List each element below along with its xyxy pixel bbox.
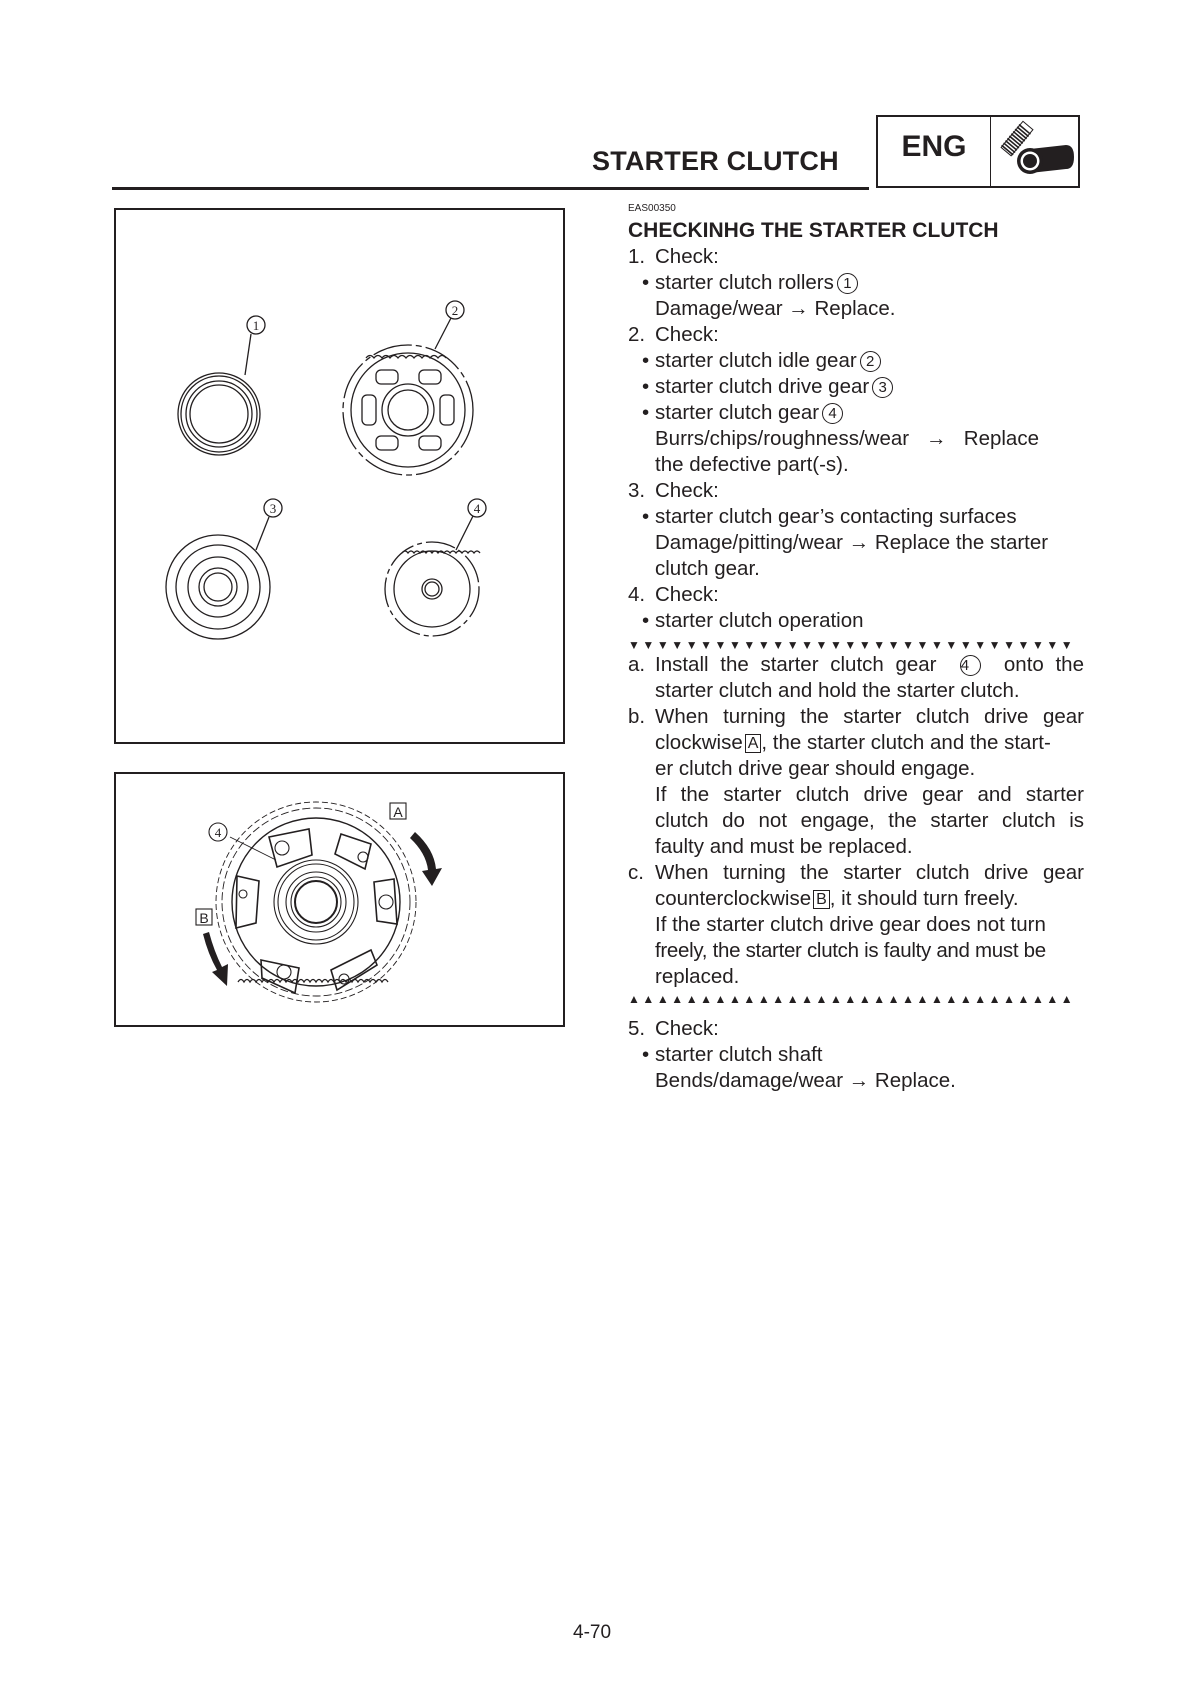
substep-text: freely, the starter clutch is faulty and must be	[655, 939, 1046, 962]
step-number: 1.	[628, 245, 646, 268]
step-note: the defective part(-s).	[655, 453, 849, 476]
bullet-item	[628, 374, 1084, 400]
substep-line	[628, 886, 1084, 912]
procedure-heading: CHECKINHG THE STARTER CLUTCH	[628, 219, 999, 242]
bullet-icon: •	[642, 1043, 650, 1066]
substep-text: clockwise	[655, 731, 743, 754]
bullet-text: starter clutch drive gear	[655, 375, 870, 398]
substep-text: starter clutch and hold the starter clutch.	[655, 679, 1020, 702]
substep-text: , it should turn freely.	[829, 887, 1019, 910]
bullet-item	[628, 1042, 1084, 1068]
step-text: Check:	[655, 479, 719, 502]
callout-1: 1	[252, 318, 260, 333]
callout-2: 2	[451, 303, 459, 318]
clockwise-arrow-icon	[410, 832, 442, 886]
substep-text: clutch do not engage, the starter clutch is	[655, 809, 1084, 832]
step-note: Bends/damage/wear → Replace.	[655, 1069, 956, 1092]
step-number: 5.	[628, 1017, 646, 1040]
substep-text: If the starter clutch drive gear and starter	[655, 783, 1084, 806]
substep-text: onto the	[1003, 653, 1084, 676]
substep-text: , the starter clutch and the start-	[761, 731, 1051, 754]
bullet-text: starter clutch operation	[655, 609, 864, 632]
callout-3: 3	[269, 501, 277, 516]
bullet-item	[628, 348, 1084, 374]
bullet-item	[628, 400, 1084, 426]
substep-line	[628, 782, 1084, 808]
step-3	[628, 478, 1084, 504]
step-note: Damage/pitting/wear → Replace the starter	[655, 531, 1049, 554]
substep-text: Install the starter clutch gear	[655, 653, 937, 676]
starter-clutch-gear-drawing	[385, 516, 480, 636]
fig2-label-a: A	[393, 804, 403, 820]
bullet-icon: •	[642, 375, 650, 398]
step-text: Check:	[655, 323, 719, 346]
substep-text: If the starter clutch drive gear does not turn	[655, 913, 1046, 936]
clutch-operation-illustration	[116, 774, 562, 1024]
section-code: EAS00350	[628, 203, 676, 214]
section-badge	[876, 115, 1080, 188]
substep-line	[628, 808, 1084, 834]
substep-a	[628, 652, 1084, 678]
bullet-item	[628, 608, 1084, 634]
step-note: Damage/wear → Replace.	[655, 297, 896, 320]
ref-callout: 2	[860, 351, 881, 372]
substep-text: counterclockwise	[655, 887, 812, 910]
procedure-end-marker: ▲▲▲▲▲▲▲▲▲▲▲▲▲▲▲▲▲▲▲▲▲▲▲▲▲▲▲▲▲▲▲	[628, 992, 1076, 1006]
substep-line	[628, 730, 1084, 756]
procedure-start-marker: ▼▼▼▼▼▼▼▼▼▼▼▼▼▼▼▼▼▼▼▼▼▼▼▼▼▼▼▼▼▼▼	[628, 638, 1076, 652]
bullet-text: starter clutch shaft	[655, 1043, 823, 1066]
substep-label: b.	[628, 705, 646, 728]
starter-clutch-idle-gear-drawing	[343, 318, 473, 475]
ref-callout: 1	[837, 273, 858, 294]
engine-icon	[992, 117, 1078, 185]
substep-text: replaced.	[655, 965, 740, 988]
bullet-icon: •	[642, 505, 650, 528]
step-text: Check:	[655, 1017, 719, 1040]
bullet-item	[628, 270, 1084, 296]
procedure-text	[628, 202, 1084, 1094]
step-number: 4.	[628, 583, 646, 606]
step-number: 3.	[628, 479, 646, 502]
bullet-text: starter clutch gear	[655, 401, 820, 424]
section-title: STARTER CLUTCH	[592, 146, 839, 176]
figure-clutch-operation	[114, 772, 565, 1027]
substep-text: When turning the starter clutch drive gear	[655, 705, 1084, 728]
ref-callout: 4	[822, 403, 843, 424]
step-4	[628, 582, 1084, 608]
bullet-icon: •	[642, 271, 650, 294]
substep-label: a.	[628, 653, 646, 676]
fig2-callout-4: 4	[214, 825, 222, 840]
fig2-label-b: B	[199, 910, 209, 926]
bullet-text: starter clutch gear’s contacting surfaces	[655, 505, 1017, 528]
figure-parts	[114, 208, 565, 744]
substep-text: When turning the starter clutch drive gear	[655, 861, 1084, 884]
step-note: clutch gear.	[655, 557, 760, 580]
bullet-text: starter clutch idle gear	[655, 349, 857, 372]
step-note: Burrs/chips/roughness/wear → Replace	[655, 427, 1039, 450]
step-5	[628, 1016, 1084, 1042]
starter-clutch-drive-gear-drawing	[166, 517, 270, 639]
direction-label: B	[813, 890, 830, 909]
ref-callout: 4	[960, 655, 981, 676]
callout-4: 4	[473, 501, 481, 516]
bullet-text: starter clutch rollers	[655, 271, 834, 294]
substep-text: er clutch drive gear should engage.	[655, 757, 976, 780]
substep-label: c.	[628, 861, 644, 884]
bullet-icon: •	[642, 609, 650, 632]
substep-b	[628, 704, 1084, 730]
direction-label: A	[745, 734, 762, 753]
ref-callout: 3	[872, 377, 893, 398]
parts-illustration	[116, 210, 562, 741]
step-number: 2.	[628, 323, 646, 346]
page-number: 4-70	[573, 1622, 612, 1643]
bullet-icon: •	[642, 401, 650, 424]
badge-label: ENG	[878, 117, 991, 186]
substep-text: faulty and must be replaced.	[655, 835, 913, 858]
step-text: Check:	[655, 245, 719, 268]
starter-clutch-rollers-drawing	[178, 334, 260, 455]
counterclockwise-arrow-icon	[203, 932, 228, 986]
step-text: Check:	[655, 583, 719, 606]
bullet-item	[628, 504, 1084, 530]
header-rule	[112, 187, 869, 190]
substep-c	[628, 860, 1084, 886]
bullet-icon: •	[642, 349, 650, 372]
step-1	[628, 244, 1084, 270]
step-2	[628, 322, 1084, 348]
